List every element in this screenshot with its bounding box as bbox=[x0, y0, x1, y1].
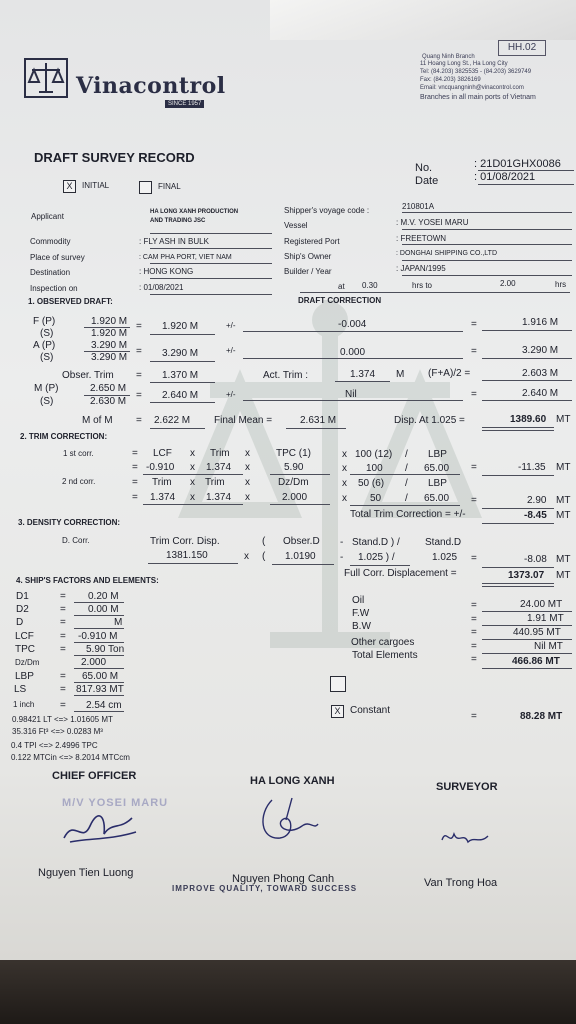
section3-title: 3. DENSITY CORRECTION: bbox=[18, 518, 121, 527]
paper-corner bbox=[270, 0, 576, 40]
total-elements-value: 466.86 MT bbox=[512, 656, 560, 667]
fresh-water-value: 1.91 MT bbox=[527, 613, 564, 624]
standard-density-2: 1.025 bbox=[432, 552, 458, 563]
scales-logo-icon bbox=[24, 58, 68, 98]
vessel-stamp: M/V YOSEI MARU bbox=[62, 797, 169, 809]
surveyor-title: SURVEYOR bbox=[436, 781, 498, 793]
section1-title: 1. OBSERVED DRAFT: bbox=[28, 297, 113, 306]
place-value: : CAM PHA PORT, VIET NAM bbox=[139, 254, 232, 261]
obser-d-label: Obser.D bbox=[283, 536, 320, 547]
vessel-value: : M.V. YOSEI MARU bbox=[396, 218, 469, 227]
full-corr-label: Full Corr. Displacement = bbox=[344, 568, 457, 579]
aft-corrected-draft: 3.290 M bbox=[522, 345, 559, 356]
branch-tel: Tel: (84.203) 3825535 - (84.203) 3629749 bbox=[420, 69, 532, 75]
middle-signature-icon bbox=[252, 790, 332, 850]
fs-label: (S) bbox=[40, 328, 54, 339]
constant-label: Constant bbox=[350, 705, 391, 716]
midship-correction: Nil bbox=[345, 389, 357, 400]
inspection-label: Inspection on bbox=[30, 284, 78, 293]
density-corr-label: D. Corr. bbox=[62, 536, 90, 545]
conversion-mtc: 0.122 MTCin <=> 8.2014 MTCcm bbox=[11, 753, 130, 762]
d2-value: 0.00 M bbox=[88, 604, 119, 615]
ship-owner-label: Ship's Owner bbox=[284, 252, 332, 261]
second-correction-result: 2.90 bbox=[527, 495, 547, 506]
initial-label: INITIAL bbox=[82, 181, 110, 190]
displacement-value: 1389.60 bbox=[510, 414, 547, 425]
fs-value: 1.920 M bbox=[91, 328, 128, 339]
ballast-water-value: 440.95 MT bbox=[513, 627, 561, 638]
conversion-lt: 0.98421 LT <=> 1.01605 MT bbox=[12, 715, 113, 724]
lcf-value: -0.910 M bbox=[78, 631, 118, 642]
density-correction-result: -8.08 bbox=[524, 554, 547, 565]
final-mean-label: Final Mean = bbox=[214, 415, 273, 426]
surveyor-signature-icon bbox=[438, 822, 498, 852]
other-cargoes-value: Nil MT bbox=[534, 641, 563, 652]
section4-title: 4. SHIP'S FACTORS AND ELEMENTS: bbox=[16, 576, 159, 585]
company-tagline: IMPROVE QUALITY, TOWARD SUCCESS bbox=[172, 884, 358, 893]
aft-correction: 0.000 bbox=[340, 347, 366, 358]
total-trim-label: Total Trim Correction = +/- bbox=[350, 509, 466, 520]
commodity-value: : FLY ASH IN BULK bbox=[139, 237, 209, 246]
inspection-start-hour: 0.30 bbox=[362, 281, 378, 290]
mean-fa-label: (F+A)/2 = bbox=[428, 368, 471, 379]
first-correction-result: -11.35 bbox=[518, 462, 546, 473]
applicant-value-line1: HA LONG XANH PRODUCTION bbox=[150, 209, 239, 215]
builder-label: Builder / Year bbox=[284, 267, 332, 276]
branch-address: 11 Hoang Long St., Ha Long City bbox=[420, 61, 508, 67]
mofm-label: M of M bbox=[82, 415, 113, 426]
applicant-label: Applicant bbox=[31, 212, 64, 221]
mp-label: M (P) bbox=[34, 383, 59, 394]
chief-officer-title: CHIEF OFFICER bbox=[52, 770, 137, 782]
branch-name: Quang Ninh Branch bbox=[422, 54, 475, 60]
trim-first: 1.374 bbox=[206, 462, 232, 473]
conversion-ft3: 35.316 Ft³ <=> 0.0283 M³ bbox=[12, 727, 103, 736]
ms-value: 2.630 M bbox=[90, 396, 127, 407]
oil-value: 24.00 MT bbox=[520, 599, 563, 610]
forward-corrected-draft: 1.916 M bbox=[522, 317, 559, 328]
second-correction-label: 2 nd corr. bbox=[62, 477, 96, 486]
destination-label: Destination bbox=[30, 268, 71, 277]
voyage-label: Shipper's voyage code : bbox=[284, 206, 370, 215]
ms-label: (S) bbox=[40, 396, 54, 407]
lbp-first: 65.00 bbox=[424, 463, 450, 474]
actual-trim-value: 1.374 bbox=[350, 369, 376, 380]
page-title: DRAFT SURVEY RECORD bbox=[34, 150, 195, 165]
empty-checkbox[interactable] bbox=[330, 676, 346, 692]
destination-value: : HONG KONG bbox=[139, 267, 194, 276]
commodity-label: Commodity bbox=[30, 237, 71, 246]
dzdm-value: 2.000 bbox=[81, 657, 107, 668]
constant-value: 88.28 MT bbox=[520, 711, 563, 722]
forward-correction: -0.004 bbox=[338, 319, 367, 330]
dzdm-second: 2.000 bbox=[282, 492, 308, 503]
trim-second-b: 1.374 bbox=[206, 492, 232, 503]
place-label: Place of survey bbox=[30, 253, 85, 262]
midship-corrected-draft: 2.640 M bbox=[522, 388, 559, 399]
vessel-label: Vessel bbox=[284, 221, 308, 230]
trim-corr-disp-value: 1381.150 bbox=[166, 550, 208, 561]
tpc-first: 5.90 bbox=[284, 462, 304, 473]
document-page: Vinacontrol SINCE 1957 HH.02 Quang Ninh Branch 11 Hoang Long St., Ha Long City Tel: (84.203) 3825535 - (84.203) 3629749 Fax: (84.203) 3826169 Email: vncquangninh@vinacontrol.com Branches in all main ports of Vietnam DRAFT SURVEY RECORD No. : 21D01GHX0086 Date : 01/08/2021 X INITIAL FINAL Applicant HA LONG XANH PRODUCTION AND TRADING JSC Commodity : FLY ASH IN BULK Place of survey : CAM PHA PORT, VIET NAM Destination : HONG KONG Inspection on : 01/08/2021 Shipper's voyage code : 210801A Vessel : M.V. YOSEI MARU Registered Port : FREETOWN Ship's Owner : DONGHAI SHIPPING CO.,LTD Builder / Year : JAPAN/1995 at 0.30 hrs to 2.00 hrs 1. OBSERVED DRAFT: DRAFT CORRECTION F (P) (S) A (P) (S) 1.920 M 1.920 M 3.290 M 3.290 M = = 1.920 M 3.290 M +/- +/- -0.004 0.000 = = 1.916 M 3.290 M Obser. Trim = 1.370 M Act. Trim : 1.374 M (F+A)/2 = 2.603 M M (P) (S) 2.650 M 2.630 M = 2.640 M +/- Nil = 2.640 M M of M = 2.622 M Final Mean = 2.631 M Disp. At 1.025 = 1389.60 MT 2. TRIM CORRECTION: 1 st corr. 2 nd corr. = = = = LCF x Trim x TPC (1) x 100 (12) / LBP -0.910 x 1.374 x 5.90 x 100 / 65.00 = -11.35 MT Trim x Trim x Dz/Dm x 50 (6) / LBP 1.374 x 1.374 x 2.000 x 50 / 65.00 = 2.90 MT Total Trim Correction = +/- -8.45 MT 3. DENSITY CORRECTION: D. Corr. Trim Corr. Disp. ( Obser.D - Stand.D ) / Stand.D 1381.150 x ( 1.0190 - 1.025 ) / 1.025 = -8.08 MT Full Corr. Displacement = 1373.07 MT 4. SHIP'S FACTORS AND ELEMENTS: D1 D2 D LCF TPC Dz/Dm LBP LS 1 inch = = = = = = = = 0.20 M 0.00 M M -0.910 M 5.90 Ton 2.000 65.00 M 817.93 MT 2.54 cm 0.98421 LT <=> 1.01605 MT 35.316 Ft³ <=> 0.0283 M³ 0.4 TPI <=> 2.4996 TPC 0.122 MTCin <=> 8.2014 MTCcm Oil F.W B.W Other cargoes Total Elements = = = = = 24.00 MT 1.91 MT 440.95 MT Nil MT 466.86 MT X Constant = 88.28 MT CHIEF OFFICER M/V YOSEI MARU Nguyen Tien Luong HA LONG XANH Nguyen Phong Canh IMPROVE QUALITY, TOWARD SUCCESS SURVEYOR Van Trong Hoa bbox=[0, 0, 576, 960]
watermark-logo-icon bbox=[150, 280, 510, 660]
forward-mean: 1.920 M bbox=[162, 321, 199, 332]
as-label: (S) bbox=[40, 352, 54, 363]
hrs-to-label: hrs to bbox=[412, 281, 433, 290]
aft-mean: 3.290 M bbox=[162, 348, 199, 359]
trim-second-a: 1.374 bbox=[150, 492, 176, 503]
lbp-value: 65.00 M bbox=[82, 671, 119, 682]
record-no-label: No. bbox=[415, 162, 433, 174]
trim-corr-disp-label: Trim Corr. Disp. bbox=[150, 536, 220, 547]
stand-d-label-2: Stand.D bbox=[425, 537, 462, 548]
draft-correction-title: DRAFT CORRECTION bbox=[298, 296, 382, 305]
middle-signatory-title: HA LONG XANH bbox=[250, 775, 335, 787]
lbp-second: 65.00 bbox=[424, 493, 450, 504]
surveyor-name: Van Trong Hoa bbox=[424, 877, 498, 889]
inspection-value: : 01/08/2021 bbox=[139, 283, 184, 292]
final-mean-value: 2.631 M bbox=[300, 415, 337, 426]
voyage-value: 210801A bbox=[402, 202, 435, 211]
initial-checkbox[interactable]: X bbox=[63, 180, 76, 193]
record-no-value: : 21D01GHX0086 bbox=[474, 158, 561, 170]
standard-density: 1.025 ) / bbox=[358, 552, 395, 563]
branch-note: Branches in all main ports of Vietnam bbox=[420, 94, 536, 101]
record-date-label: Date bbox=[415, 175, 439, 187]
as-value: 3.290 M bbox=[91, 352, 128, 363]
registered-port-label: Registered Port bbox=[284, 237, 340, 246]
full-corr-value: 1373.07 bbox=[508, 570, 545, 581]
inch-value: 2.54 cm bbox=[86, 700, 122, 711]
actual-trim-label: Act. Trim : bbox=[263, 370, 308, 381]
branch-email: Email: vncquangninh@vinacontrol.com bbox=[420, 85, 524, 91]
record-date-value: : 01/08/2021 bbox=[474, 171, 536, 183]
ap-value: 3.290 M bbox=[91, 340, 128, 351]
registered-port-value: : FREETOWN bbox=[396, 234, 447, 243]
inspection-end-hour: 2.00 bbox=[500, 279, 516, 288]
ship-owner-value: : DONGHAI SHIPPING CO.,LTD bbox=[396, 250, 497, 257]
section2-title: 2. TRIM CORRECTION: bbox=[20, 432, 108, 441]
inspection-at-label: at bbox=[338, 282, 345, 291]
fp-label: F (P) bbox=[33, 316, 56, 327]
lcf-first: -0.910 bbox=[146, 462, 175, 473]
tpc-value: 5.90 Ton bbox=[86, 644, 125, 655]
middle-signatory-name: Nguyen Phong Canh bbox=[232, 873, 335, 885]
final-label: FINAL bbox=[158, 182, 181, 191]
ap-label: A (P) bbox=[33, 340, 56, 351]
applicant-value-line2: AND TRADING JSC bbox=[150, 218, 206, 224]
conversion-tpi: 0.4 TPI <=> 2.4996 TPC bbox=[11, 741, 98, 750]
constant-checkbox[interactable]: X bbox=[331, 705, 344, 718]
builder-value: : JAPAN/1995 bbox=[396, 264, 446, 273]
d-value: M bbox=[114, 617, 123, 628]
company-name: Vinacontrol bbox=[76, 73, 226, 99]
total-trim-value: -8.45 bbox=[524, 510, 547, 521]
final-checkbox[interactable] bbox=[139, 181, 152, 194]
observed-density: 1.0190 bbox=[285, 551, 316, 562]
mp-value: 2.650 M bbox=[90, 383, 127, 394]
chief-officer-name: Nguyen Tien Luong bbox=[38, 867, 134, 879]
midship-mean: 2.640 M bbox=[162, 390, 199, 401]
observed-trim-label: Obser. Trim bbox=[62, 370, 114, 381]
observed-trim-value: 1.370 M bbox=[162, 370, 199, 381]
since-label: SINCE 1957 bbox=[165, 100, 204, 108]
first-correction-label: 1 st corr. bbox=[63, 449, 94, 458]
branch-fax: Fax: (84.203) 3826169 bbox=[420, 77, 481, 83]
chief-signature-icon bbox=[60, 808, 140, 848]
d1-value: 0.20 M bbox=[88, 591, 119, 602]
mofm-value: 2.622 M bbox=[154, 415, 191, 426]
fp-value: 1.920 M bbox=[91, 316, 128, 327]
stand-d-label: Stand.D ) / bbox=[352, 537, 400, 548]
hrs-label: hrs bbox=[555, 280, 567, 289]
displacement-label: Disp. At 1.025 = bbox=[394, 415, 465, 426]
branch-code: HH.02 bbox=[498, 40, 546, 56]
mean-fa-value: 2.603 M bbox=[522, 368, 559, 379]
ls-value: 817.93 MT bbox=[76, 684, 124, 695]
